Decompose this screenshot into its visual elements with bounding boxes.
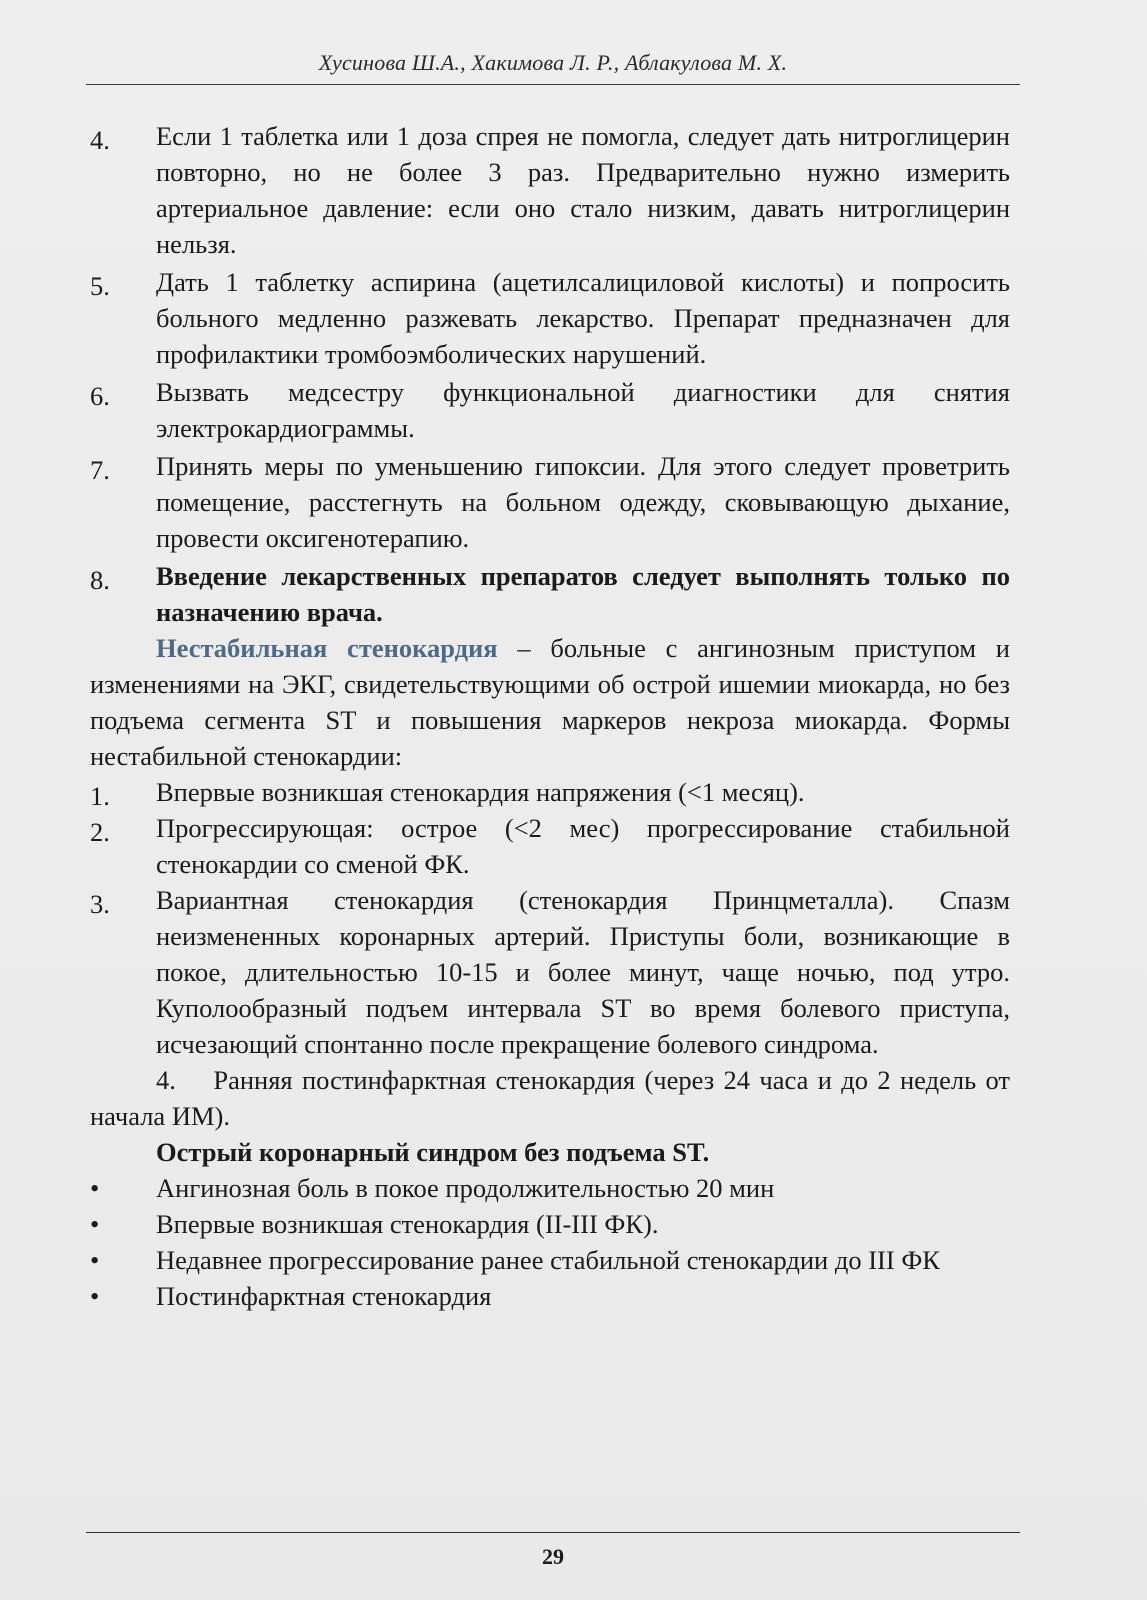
list-text: Если 1 таблетка или 1 доза спрея не помогла, следует дать нитроглицерин повторно, но не более 3 раз. Предварительно нужно измерить артериальное давление: если оно стало низким, давать нитроглицерин нельзя. — [156, 121, 1010, 259]
bullet-text: Постинфарктная стенокардия — [156, 1281, 492, 1311]
list-number: 2. — [90, 817, 110, 847]
form-item-1 — [90, 774, 1010, 810]
page-body — [90, 118, 1010, 1314]
bullet-mark: • — [90, 1209, 100, 1239]
bullet-mark: • — [90, 1245, 100, 1275]
form-item-2 — [90, 810, 1010, 882]
list-text: Впервые возникшая стенокардия напряжения (<1 месяц). — [156, 777, 805, 807]
list-text: Вызвать медсестру функциональной диагностики для снятия электрокардиограммы. — [156, 377, 1010, 443]
list-number: 1. — [90, 781, 110, 811]
list-number: 4. — [156, 1065, 176, 1095]
unstable-angina-definition: – больные с ангинозным приступом и изменениями на ЭКГ, свидетельствующими об острой ишемии миокарда, но без подъема сегмента ST и повышения маркеров некроза миокарда. Формы нестабильной стенокардии: — [90, 633, 1010, 771]
list-item-4 — [90, 118, 1010, 262]
bullet-item — [90, 1170, 1010, 1206]
list-item-7 — [90, 448, 1010, 556]
running-header: Хусинова Ш.А., Хакимова Л. Р., Аблакулова М. Х. — [318, 50, 788, 75]
list-number: 4. — [90, 125, 110, 155]
bullet-item — [90, 1206, 1010, 1242]
list-text: Принять меры по уменьшению гипоксии. Для этого следует проветрить помещение, расстегнуть на больном одежду, сковывающую дыхание, провести оксигенотерапию. — [156, 451, 1010, 553]
bullet-mark: • — [90, 1173, 100, 1203]
acs-heading: Острый коронарный синдром без подъема ST. — [156, 1137, 710, 1167]
list-number: 8. — [90, 565, 110, 595]
list-item-5 — [90, 264, 1010, 372]
header-rule — [86, 84, 1020, 85]
bullet-item — [90, 1278, 1010, 1314]
bullet-text: Впервые возникшая стенокардия (II-III ФК). — [156, 1209, 659, 1239]
list-text: Дать 1 таблетку аспирина (ацетилсалициловой кислоты) и попросить больного медленно разжевать лекарство. Препарат предназначен для профилактики тромбоэмболических нарушений. — [156, 267, 1010, 369]
list-item-8 — [90, 558, 1010, 630]
list-number: 5. — [90, 271, 110, 301]
list-number: 7. — [90, 455, 110, 485]
list-number: 6. — [90, 381, 110, 411]
bullet-text: Ангинозная боль в покое продолжительностью 20 мин — [156, 1173, 775, 1203]
bullet-item — [90, 1242, 1010, 1278]
list-text: Ранняя постинфарктная стенокардия (через 24 часа и до 2 недель от начала ИМ). — [90, 1065, 1011, 1131]
form-item-4-paragraph — [90, 1062, 1010, 1134]
footer-rule — [86, 1532, 1020, 1533]
unstable-angina-paragraph — [90, 630, 1010, 774]
list-item-6 — [90, 374, 1010, 446]
list-text-bold: Введение лекарственных препаратов следует выполнять только по назначению врача. — [156, 561, 1010, 627]
unstable-angina-term: Нестабильная стенокардия — [156, 633, 498, 663]
form-item-3 — [90, 882, 1010, 1062]
bullet-text: Недавнее прогрессирование ранее стабильной стенокардии до III ФК — [156, 1245, 940, 1275]
list-number: 3. — [90, 889, 110, 919]
page-number: 29 — [542, 1544, 564, 1569]
bullet-mark: • — [90, 1281, 100, 1311]
list-text: Вариантная стенокардия (стенокардия Принцметалла). Спазм неизмененных коронарных артерий. Приступы боли, возникающие в покое, длительностью 10-15 и более минут, чаще ночью, под утро. Куполообразный подъем интервала ST во время болевого приступа, исчезающий спонтанно после прекращение болевого синдрома. — [156, 885, 1010, 1059]
list-text: Прогрессирующая: острое (<2 мес) прогрессирование стабильной стенокардии со сменой ФК. — [156, 813, 1010, 879]
